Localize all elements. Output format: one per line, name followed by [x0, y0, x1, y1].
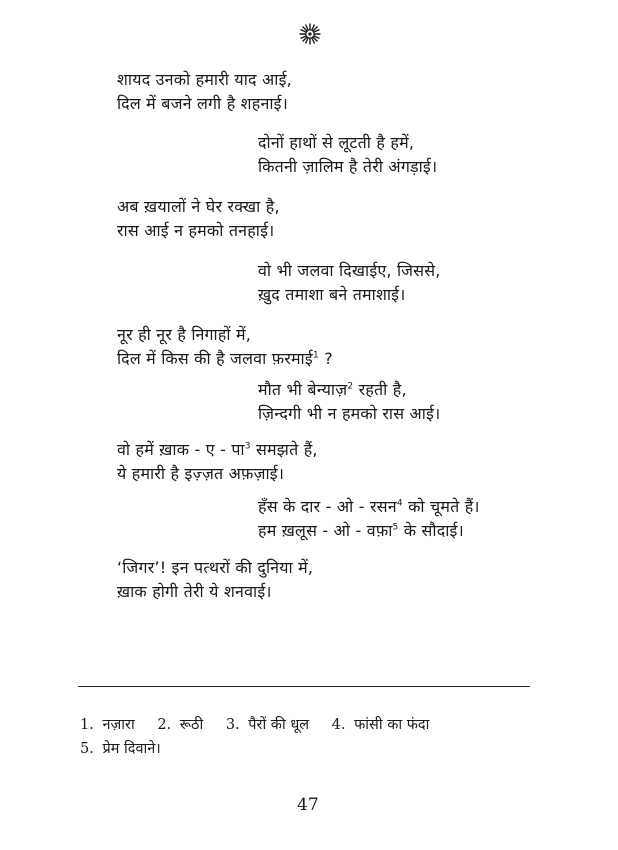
poem-line: रास आई न हमको तनहाई।: [117, 221, 275, 240]
footnote-marker: 4: [396, 498, 403, 509]
footnote-divider: [78, 686, 530, 687]
sunburst-ornament-icon: [299, 23, 321, 45]
poem-line: नूर ही नूर है निगाहों में,: [117, 325, 252, 344]
poem-line: अब ख़यालों ने घेर रक्खा है,: [117, 197, 280, 216]
poem-line: दोनों हाथों से लूटती है हमें,: [258, 133, 415, 152]
footnote-line: [80, 716, 429, 734]
footnote-marker: 2: [347, 381, 354, 392]
poem-line: ख़ुद तमाशा बने तमाशाई।: [258, 285, 406, 304]
footnote-number: 3.: [225, 717, 240, 733]
footnote-text: प्रेम दिवाने।: [102, 741, 161, 757]
poem-line: ‘जिगर’! इन पत्थरों की दुनिया में,: [117, 558, 314, 577]
poem-line: दिल में बजने लगी है शहनाई।: [117, 94, 288, 113]
footnote-number: 1.: [80, 717, 94, 733]
poem-line: ये हमारी है इज़्ज़त अफ़ज़ाई।: [117, 464, 285, 483]
poem-line: हम ख़लूस - ओ - वफ़ा$^5$ के सौदाई।: [258, 521, 464, 540]
poem-line: ज़िन्दगी भी न हमको रास आई।: [258, 404, 441, 423]
poem-line: मौत भी बेन्याज़$^2$ रहती है,: [258, 380, 407, 399]
poem-line: शायद उनको हमारी याद आई,: [117, 70, 292, 89]
footnote-marker: 5: [392, 522, 399, 533]
poem-line: दिल में किस की है जलवा फ़रमाई$^1$ ?: [117, 349, 333, 368]
poem-line: कितनी ज़ालिम है तेरी अंगड़ाई।: [258, 157, 438, 176]
footnote-text: पैरों की धूल: [248, 717, 310, 733]
footnote-text: फांसी का फंदा: [354, 717, 430, 733]
footnote-marker: 3: [244, 441, 251, 452]
poem-line: वो हमें ख़ाक - ए - पा$^3$ समझते हैं,: [117, 440, 318, 459]
poem-line: वो भी जलवा दिखाईए, जिससे,: [258, 261, 441, 280]
footnote-text: रूठी: [179, 717, 204, 733]
footnote-line: [80, 740, 161, 758]
footnote-number: 4.: [331, 717, 346, 733]
footnote-number: 2.: [157, 717, 172, 733]
footnote-text: नज़ारा: [102, 717, 135, 733]
page-number: 47: [297, 795, 319, 815]
poem-line: ख़ाक होगी तेरी ये शनवाई।: [117, 582, 272, 601]
footnote-marker: 1: [312, 350, 319, 361]
footnote-number: 5.: [80, 741, 94, 757]
poem-line: हँस के दार - ओ - रसन$^4$ को चूमते हैं।: [258, 497, 480, 516]
